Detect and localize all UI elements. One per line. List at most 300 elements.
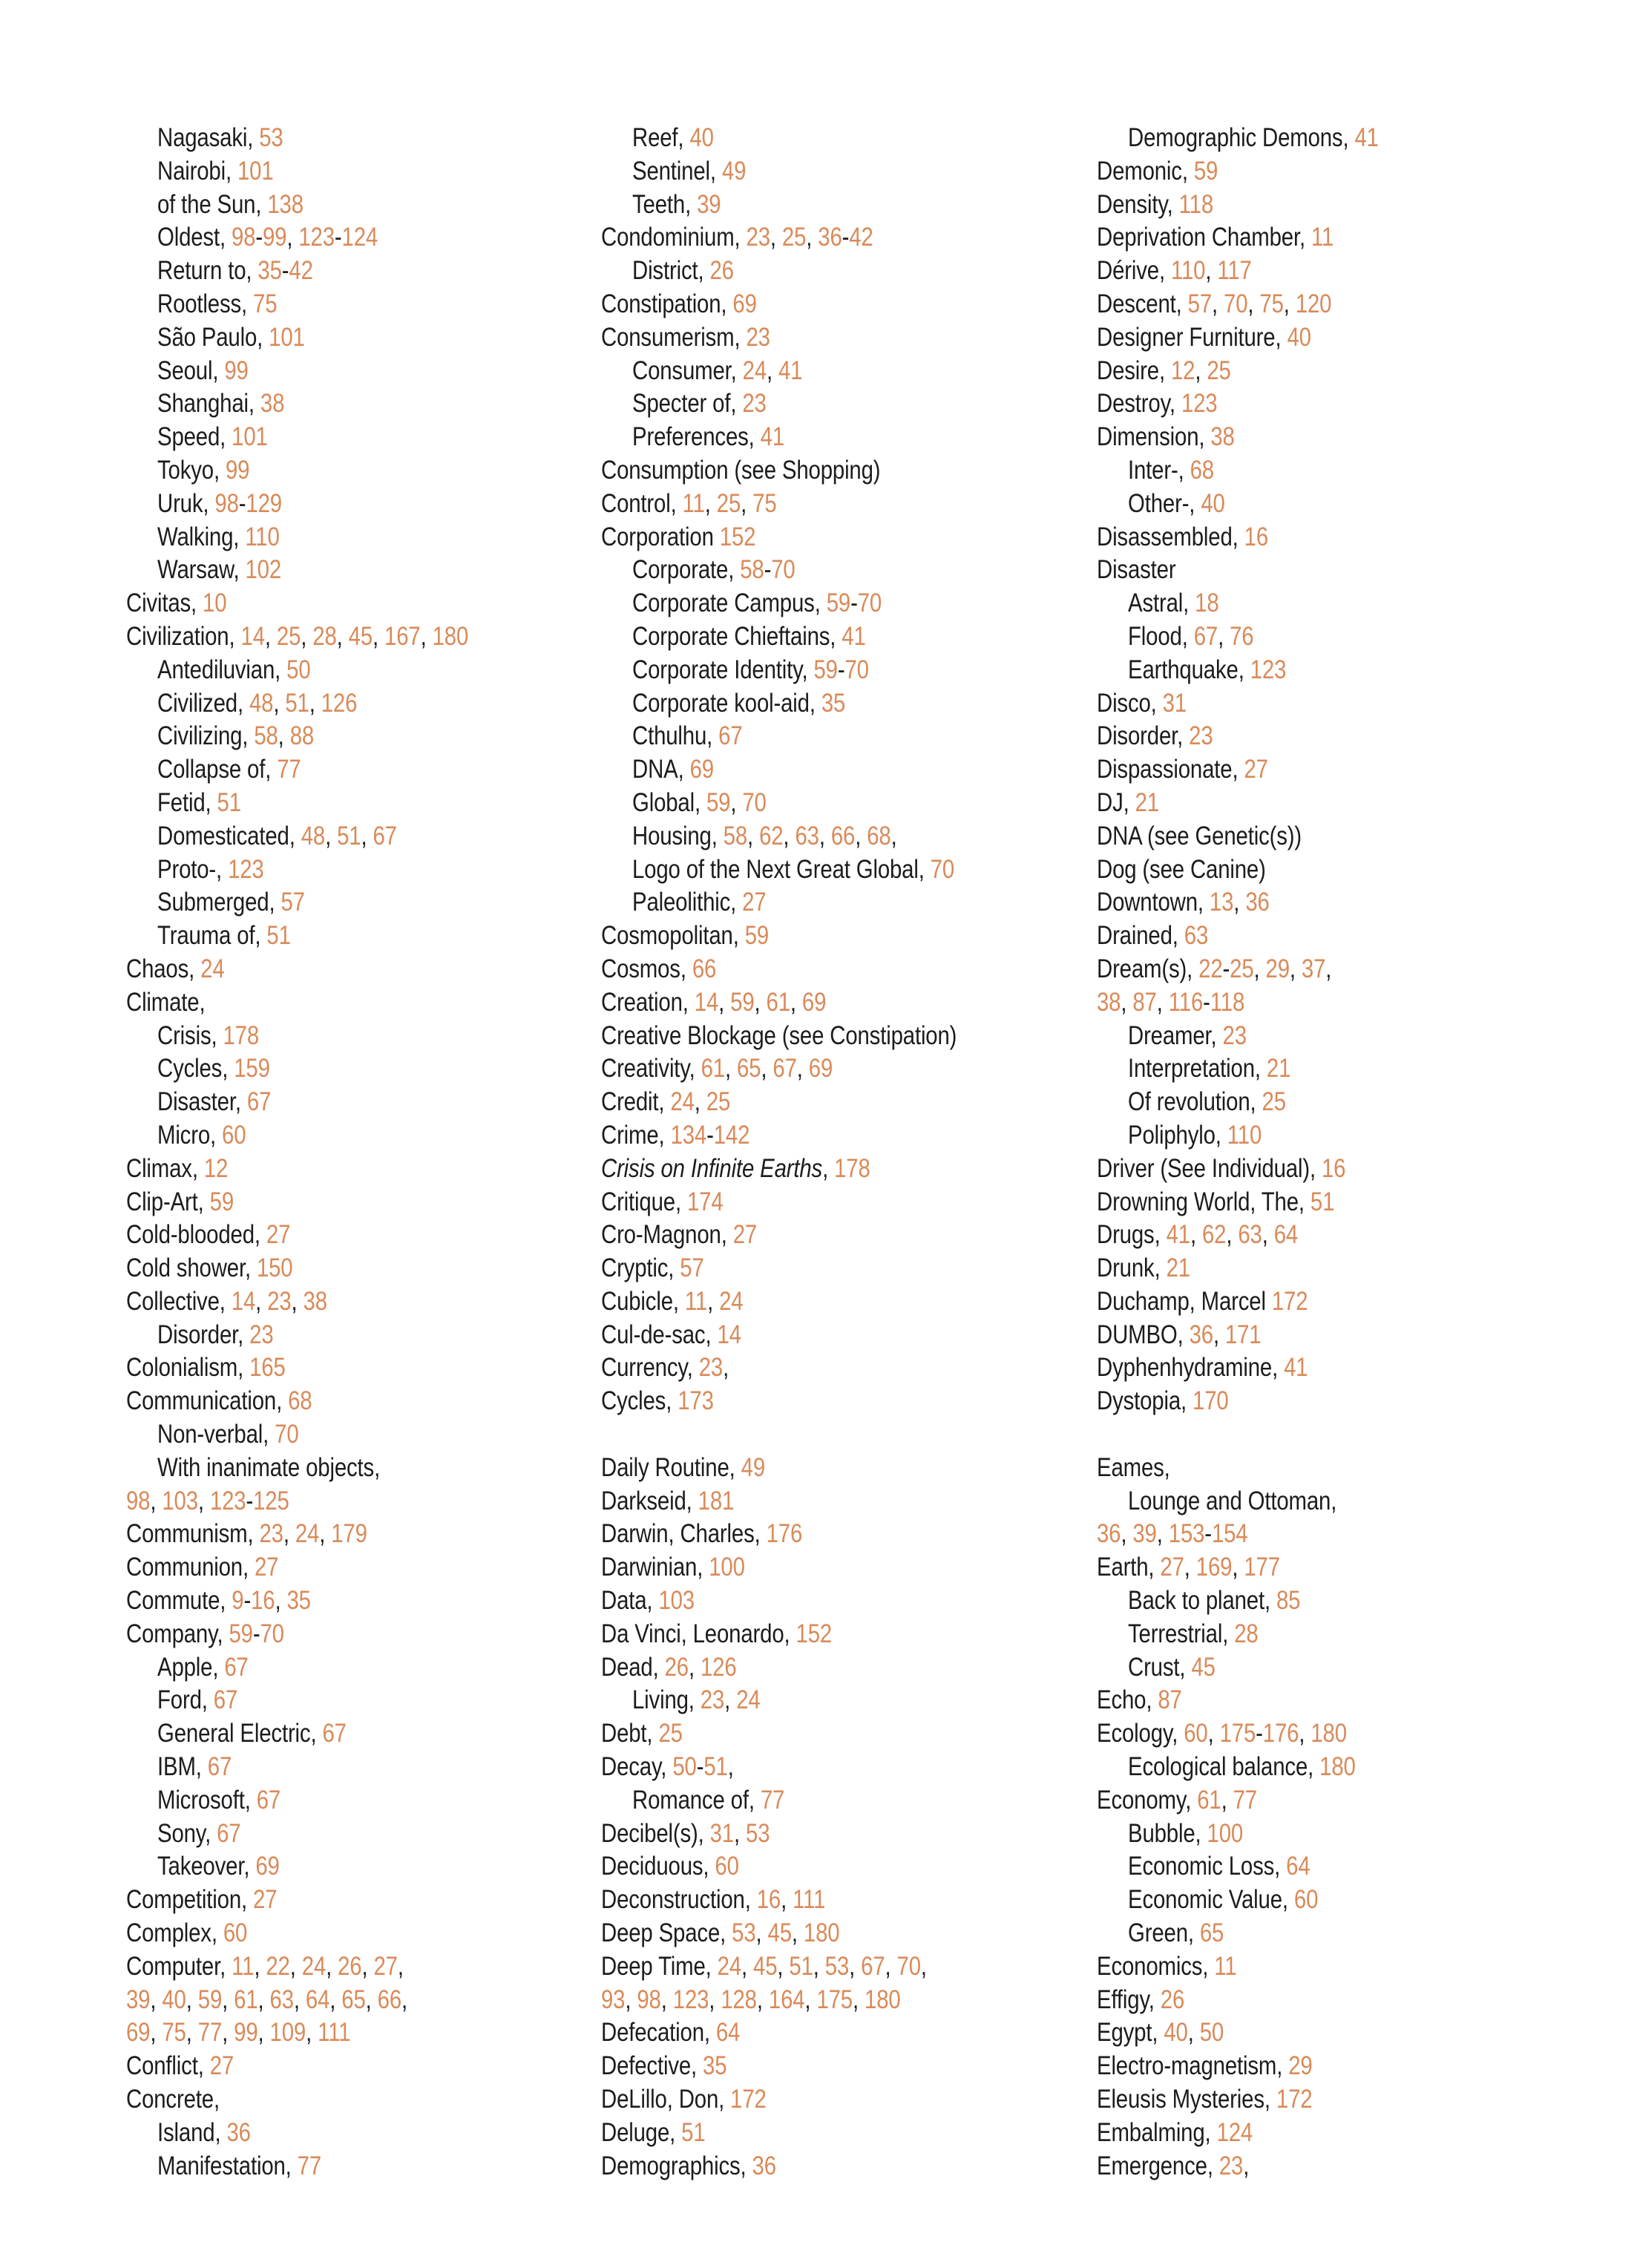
index-entry (601, 2117, 957, 2150)
page-number: 69 (801, 987, 827, 1017)
entry-term: Walking, (157, 522, 246, 551)
page-number: 180 (1319, 1752, 1356, 1782)
page-number: 59 (197, 1984, 223, 2014)
page-separator: , (770, 223, 782, 252)
page-separator: , (420, 621, 433, 651)
page-number: 61 (234, 1984, 258, 2014)
page-number: 70 (896, 1951, 921, 1981)
page-separator: , (150, 1984, 163, 2014)
page-number: 25 (658, 1719, 683, 1748)
index-subentry (126, 1684, 468, 1717)
page-number: 36 (1189, 1320, 1213, 1349)
page-separator: , (756, 1984, 769, 2014)
page-number: 180 (432, 621, 469, 651)
page-number: 176 (766, 1519, 803, 1549)
index-subentry (1097, 654, 1379, 687)
page-number: 171 (1224, 1320, 1262, 1349)
page-number: 45 (348, 621, 373, 651)
entry-term: Dérive, (1097, 256, 1171, 286)
page-number: 11 (684, 1286, 708, 1316)
page-separator: , (1232, 1553, 1244, 1582)
page-number: 14 (231, 1286, 256, 1316)
page-number: 36 (1097, 1519, 1121, 1549)
page-separator: , (791, 1918, 804, 1948)
entry-term: Paleolithic, (632, 888, 743, 917)
page-number: 128 (721, 1984, 757, 2014)
page-number: 69 (126, 2018, 151, 2048)
page-number: 12 (203, 1153, 229, 1183)
page-number: 123 (672, 1984, 709, 2014)
entry-term: Dyphenhydramine, (1097, 1353, 1285, 1383)
page-number: 129 (246, 488, 282, 518)
page-separator: , (1233, 888, 1246, 917)
index-entry (126, 1285, 468, 1319)
page-number: 57 (281, 888, 305, 917)
entry-term: Disorder, (1097, 721, 1190, 751)
entry-term: Economy, (1097, 1785, 1198, 1815)
page-number: 118 (1178, 189, 1214, 219)
entry-term: Speed, (157, 422, 232, 452)
index-entry (1097, 1950, 1379, 1984)
page-number: 16 (1321, 1153, 1346, 1183)
entry-term: Cycles, (601, 1386, 678, 1416)
page-number: 27 (742, 888, 767, 917)
index-subentry (126, 1651, 468, 1685)
entry-term-separator: , (822, 1153, 835, 1183)
index-entry (126, 1584, 468, 1618)
page-number: 69 (255, 1852, 280, 1881)
page-number: 67 (256, 1785, 281, 1815)
entry-term: Debt, (601, 1719, 659, 1748)
entry-term: Daily Routine, (601, 1452, 741, 1482)
page-number: 175 (816, 1984, 853, 2014)
entry-term: Island, (157, 2117, 227, 2147)
index-subentry (601, 155, 957, 189)
index-entry (601, 1551, 957, 1584)
page-separator: , (309, 688, 321, 718)
page-number: 61 (1197, 1785, 1221, 1815)
index-entry (601, 1153, 957, 1186)
entry-term: Drained, (1097, 921, 1184, 951)
index-subentry (601, 189, 957, 222)
page-number: 59 (813, 655, 838, 684)
page-separator: , (1156, 1519, 1169, 1549)
page-number: 24 (719, 1286, 744, 1316)
page-number: 57 (680, 1253, 704, 1283)
page-separator: , (747, 821, 760, 850)
page-number: 27 (209, 2051, 234, 2081)
page-separator: , (1212, 289, 1224, 318)
index-entry (1097, 1385, 1379, 1418)
entry-term: Disaster, (157, 1087, 247, 1117)
index-entry (601, 920, 957, 953)
index-subentry (126, 221, 468, 255)
index-entry (126, 1385, 468, 1418)
entry-term: Company, (126, 1619, 229, 1648)
page-number: 98 (126, 1486, 151, 1515)
index-subentry (1097, 488, 1379, 521)
page-number: 41 (1166, 1220, 1190, 1250)
page-separator: , (1253, 954, 1266, 983)
index-entry (126, 1618, 468, 1651)
page-number: 23 (1222, 1020, 1247, 1050)
entry-term: Downtown, (1097, 888, 1210, 917)
page-number: 24 (670, 1087, 695, 1117)
page-number: 49 (741, 1452, 766, 1482)
page-number: 16 (251, 1586, 275, 1616)
index-subentry (126, 288, 468, 321)
entry-term: Global, (632, 787, 706, 817)
index-subentry (601, 1784, 957, 1818)
index-entry (601, 1950, 957, 1984)
entry-term: Tokyo, (157, 455, 226, 485)
entry-term: Communion, (126, 1553, 255, 1582)
entry-term: Crisis on Infinite Earths (601, 1153, 823, 1183)
entry-term: Dream(s), (1097, 954, 1199, 983)
page-number: 65 (341, 1984, 366, 2014)
index-entry (126, 1153, 468, 1186)
index-subentry (126, 387, 468, 421)
index-entry (1097, 1684, 1379, 1717)
entry-term: Consumer, (632, 355, 743, 385)
page-separator: , (1221, 1785, 1233, 1815)
page-number: 66 (692, 954, 717, 983)
page-separator: - (706, 1120, 714, 1150)
page-separator: , (257, 1984, 270, 2014)
entry-term: Echo, (1097, 1685, 1158, 1715)
page-separator: , (255, 1286, 268, 1316)
page-separator: - (837, 655, 845, 684)
page-separator: , (852, 1984, 865, 2014)
page-separator: , (1195, 355, 1207, 385)
entry-term: Astral, (1128, 589, 1195, 618)
entry-term: Dog (see Canine) (1097, 854, 1266, 884)
index-entry (1097, 687, 1379, 721)
page-separator: - (243, 1586, 252, 1616)
entry-term: Density, (1097, 189, 1179, 219)
index-subentry (601, 654, 957, 687)
entry-term: Currency, (601, 1353, 699, 1383)
index-entry (1097, 1153, 1379, 1186)
index-subentry (126, 920, 468, 953)
index-entry (1097, 189, 1379, 222)
page-number: 38 (303, 1286, 327, 1316)
page-separator: , (688, 1652, 701, 1682)
page-number: 100 (1207, 1818, 1244, 1848)
page-number: 77 (277, 755, 301, 784)
index-subentry (126, 255, 468, 288)
page-number: 111 (793, 1885, 826, 1915)
page-number: 101 (269, 322, 305, 352)
page-number: 67 (718, 721, 743, 751)
index-subentry (126, 421, 468, 454)
entry-term: Communism, (126, 1519, 260, 1549)
page-number: 40 (162, 1984, 186, 2014)
page-number: 49 (721, 156, 747, 186)
index-entry (1097, 920, 1379, 953)
entry-term: Economic Loss, (1128, 1852, 1287, 1881)
entry-term: Terrestrial, (1128, 1619, 1235, 1648)
page-number: 60 (1293, 1885, 1319, 1915)
index-subentry (601, 620, 957, 654)
page-separator: , (222, 1984, 234, 2014)
entry-term: Computer, (126, 1951, 232, 1981)
page-number: 174 (686, 1187, 724, 1216)
page-number: 172 (1271, 1286, 1308, 1316)
page-number: 102 (245, 555, 282, 585)
index-entry (1097, 953, 1379, 986)
index-subentry (1097, 1818, 1379, 1851)
entry-term: Shanghai, (157, 389, 260, 419)
entry-term: Climate, (126, 987, 206, 1017)
page-number: 31 (1162, 688, 1187, 718)
page-separator: , (790, 987, 802, 1017)
page-number: 21 (1266, 1054, 1291, 1084)
page-separator: , (326, 1951, 338, 1981)
page-number: 154 (1211, 1519, 1248, 1549)
page-separator: , (254, 1951, 266, 1981)
index-entry (601, 1219, 957, 1252)
entry-term: Civilization, (126, 621, 241, 651)
entry-term: Eames, (1097, 1452, 1170, 1482)
page-separator: , (289, 1951, 302, 1981)
entry-term: Seoul, (157, 355, 225, 385)
index-entry (1097, 421, 1379, 454)
entry-term: Darwinian, (601, 1553, 709, 1582)
page-separator: , (660, 1984, 673, 2014)
page-number: 175 (1219, 1719, 1256, 1748)
index-entry (601, 1452, 957, 1485)
page-number: 88 (289, 721, 315, 751)
page-number: 123 (1181, 389, 1218, 419)
page-separator: , (336, 621, 349, 651)
page-number: 45 (753, 1951, 778, 1981)
page-separator: , (1283, 289, 1296, 318)
entry-term: Flood, (1128, 621, 1194, 651)
entry-term: Bubble, (1128, 1818, 1207, 1848)
page-number: 21 (1166, 1253, 1190, 1283)
index-entry (601, 1252, 957, 1285)
page-number: 39 (697, 189, 721, 219)
index-spacer (601, 1418, 957, 1452)
page-number: 37 (1301, 954, 1326, 983)
page-number: 110 (1227, 1120, 1262, 1150)
index-entry (1097, 355, 1379, 388)
index-entry (1097, 2117, 1379, 2150)
page-number: 50 (1199, 2018, 1224, 2048)
entry-term: Effigy, (1097, 1984, 1161, 2014)
page-number: 167 (384, 621, 421, 651)
entry-term: Antediluvian, (157, 655, 287, 684)
index-subentry (601, 122, 957, 155)
page-number: 28 (312, 621, 337, 651)
page-separator: - (255, 223, 263, 252)
index-entry (601, 488, 957, 521)
page-separator: , (849, 1951, 862, 1981)
entry-term: Submerged, (157, 888, 281, 917)
index-subentry (601, 720, 957, 753)
page-number: 99 (234, 2018, 258, 2048)
page-separator: , (275, 1586, 287, 1616)
page-separator: , (920, 1951, 927, 1981)
page-number: 67 (246, 1087, 272, 1117)
index-entry (601, 288, 957, 321)
page-number: 124 (1216, 2117, 1253, 2147)
entry-term: Defective, (601, 2051, 703, 2081)
index-subentry (126, 1052, 468, 1086)
index-subentry (1097, 1850, 1379, 1884)
entry-term: Domesticated, (157, 821, 301, 850)
page-number: 67 (1193, 621, 1218, 651)
index-subentry (126, 2117, 468, 2150)
entry-term: Earthquake, (1128, 655, 1250, 684)
page-number: 14 (717, 1320, 741, 1349)
index-entry (601, 1618, 957, 1651)
entry-term: Dead, (601, 1652, 665, 1682)
page-number: 24 (736, 1685, 761, 1715)
entry-term: Micro, (157, 1120, 223, 1150)
page-number: 27 (1160, 1553, 1184, 1582)
entry-term: Deluge, (601, 2117, 682, 2147)
entry-term: Non-verbal, (157, 1420, 275, 1449)
page-separator: - (1203, 987, 1210, 1017)
index-entry (601, 1818, 957, 1851)
page-separator: , (1299, 1719, 1311, 1748)
page-number: 173 (678, 1386, 714, 1416)
index-entry (1097, 521, 1379, 554)
page-number: 69 (808, 1054, 833, 1084)
entry-term: Descent, (1097, 289, 1188, 318)
index-subentry (126, 720, 468, 753)
index-entry (126, 1252, 468, 1285)
page-number: 16 (1244, 522, 1268, 551)
index-entry (126, 1186, 468, 1219)
index-subentry (601, 1684, 957, 1717)
index-subentry (126, 753, 468, 787)
entry-term: Embalming, (1097, 2117, 1217, 2147)
page-number: 40 (1164, 2018, 1188, 2048)
entry-term: Creative Blockage (see Constipation) (601, 1020, 957, 1050)
page-number: 41 (842, 621, 866, 651)
page-number: 176 (1262, 1719, 1299, 1748)
page-number: 69 (689, 755, 714, 784)
index-subentry (126, 521, 468, 554)
entry-term: Complex, (126, 1918, 223, 1948)
index-entry (126, 986, 468, 1020)
index-subentry (126, 1751, 468, 1784)
page-number: 64 (1286, 1852, 1310, 1881)
page-number: 70 (857, 589, 882, 618)
index-entry (601, 1351, 957, 1385)
index-entry (1097, 2083, 1379, 2117)
entry-term: General Electric, (157, 1719, 323, 1748)
entry-term: Consumerism, (601, 322, 747, 352)
page-separator: , (1156, 987, 1169, 1017)
index-entry (1097, 288, 1379, 321)
index-subentry (126, 1818, 468, 1851)
index-entry (126, 1485, 468, 1518)
page-number: 99 (262, 223, 287, 252)
entry-term: Cold-blooded, (126, 1220, 266, 1250)
page-number: 67 (861, 1951, 885, 1981)
page-separator: , (730, 787, 743, 817)
page-number: 103 (658, 1586, 695, 1616)
page-number: 51 (285, 688, 309, 718)
page-separator: , (1226, 1220, 1239, 1250)
index-entry (1097, 221, 1379, 255)
index-entry (1097, 787, 1379, 820)
page-separator: , (325, 821, 338, 850)
page-separator: , (709, 1984, 721, 2014)
entry-term: Crisis, (157, 1020, 223, 1050)
page-number: 27 (254, 1553, 279, 1582)
index-entry (601, 1020, 957, 1053)
page-number: 45 (1191, 1652, 1216, 1682)
page-separator: , (804, 1984, 817, 2014)
entry-term: Ecological balance, (1128, 1752, 1320, 1782)
page-number: 27 (373, 1951, 398, 1981)
page-number: 25 (276, 621, 301, 651)
page-number: 123 (1250, 655, 1287, 684)
page-number: 62 (759, 821, 784, 850)
page-number: 40 (1201, 488, 1225, 518)
index-entry (601, 1884, 957, 1917)
page-number: 48 (249, 688, 274, 718)
page-number: 41 (1284, 1353, 1308, 1383)
entry-term: Trauma of, (157, 921, 267, 951)
page-number: 66 (830, 821, 856, 850)
page-number: 21 (1135, 787, 1159, 817)
index-subentry (126, 1086, 468, 1119)
index-entry (1097, 986, 1379, 1020)
page-separator: - (246, 1486, 254, 1515)
entry-term: Drowning World, The, (1097, 1187, 1310, 1216)
entry-term: Electro-magnetism, (1097, 2051, 1289, 2081)
index-entry (126, 1219, 468, 1252)
page-number: 24 (717, 1951, 742, 1981)
page-number: 65 (1199, 1918, 1224, 1948)
page-number: 25 (1230, 954, 1254, 983)
index-subentry (126, 787, 468, 820)
page-number: 58 (254, 721, 278, 751)
entry-term: Corporate, (632, 555, 741, 585)
entry-term: Darwin, Charles, (601, 1519, 767, 1549)
index-subentry (1097, 1485, 1379, 1518)
page-number: 23 (267, 1286, 292, 1316)
entry-term: Drunk, (1097, 1253, 1167, 1283)
index-subentry (1097, 1119, 1379, 1153)
page-separator: , (767, 355, 779, 385)
entry-term: Constipation, (601, 289, 733, 318)
entry-term: Housing, (632, 821, 724, 850)
index-entry (601, 1119, 957, 1153)
entry-term: Crime, (601, 1120, 671, 1150)
page-number: 123 (209, 1486, 246, 1515)
page-number: 63 (269, 1984, 294, 2014)
entry-term: Fetid, (157, 787, 217, 817)
page-number: 51 (266, 921, 291, 951)
page-number: 77 (1233, 1785, 1257, 1815)
page-separator: , (361, 1951, 374, 1981)
page-number: 51 (1310, 1187, 1335, 1216)
entry-term: Dreamer, (1128, 1020, 1223, 1050)
page-number: 60 (715, 1852, 739, 1881)
entry-term: Uruk, (157, 488, 215, 518)
page-number: 99 (224, 355, 249, 385)
page-number: 51 (337, 821, 361, 850)
index-entry (601, 1984, 957, 2017)
index-subentry (1097, 454, 1379, 488)
